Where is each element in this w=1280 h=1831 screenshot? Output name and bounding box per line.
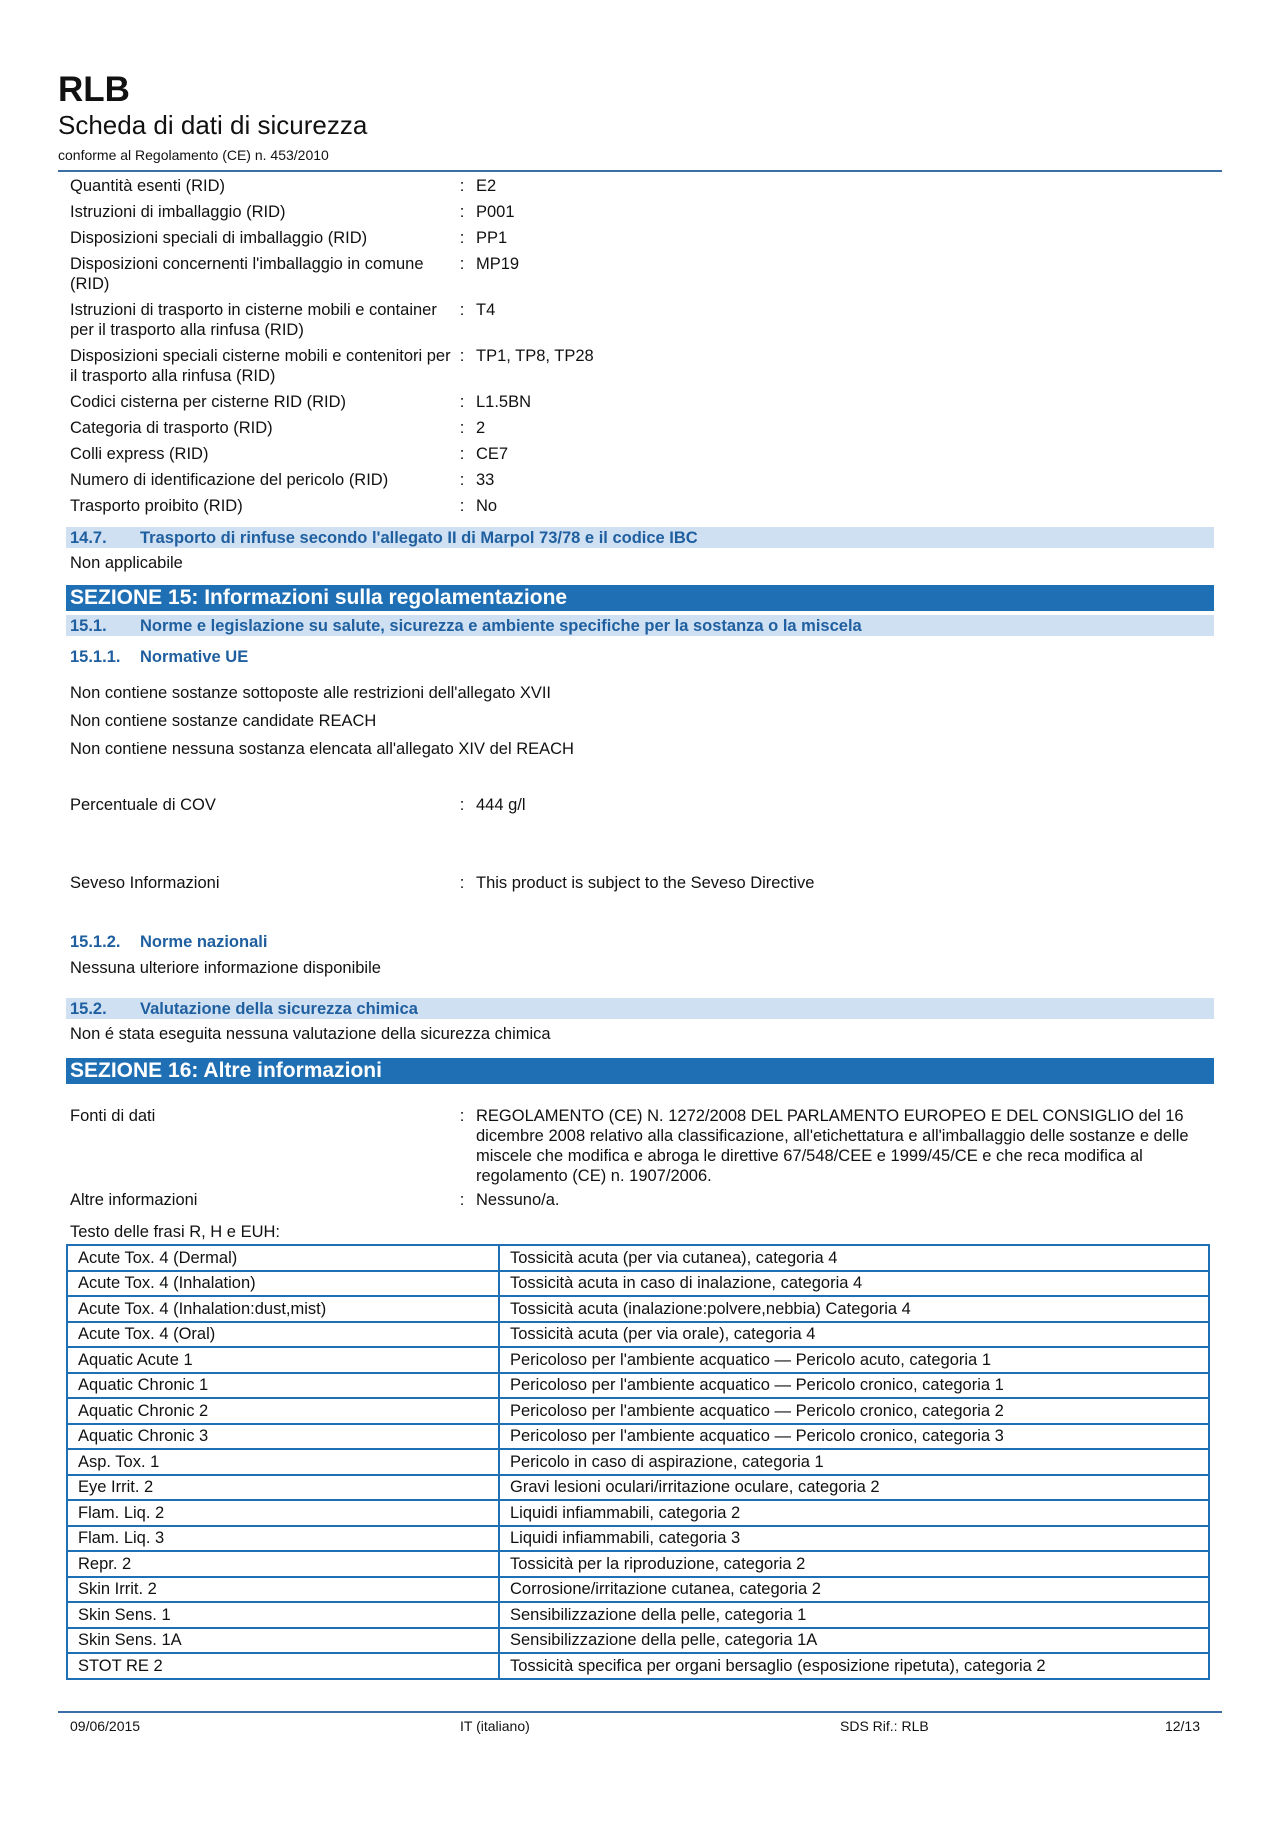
phrases-label: Testo delle frasi R, H e EUH: (70, 1223, 280, 1241)
phrase-text: Pericoloso per l'ambiente acquatico — Pericolo cronico, categoria 1 (499, 1373, 1209, 1399)
phrase-text: Corrosione/irritazione cutanea, categoria 2 (499, 1577, 1209, 1603)
kv-value: This product is subject to the Seveso Directive (476, 874, 815, 892)
regulation-line: Non contiene sostanze sottoposte alle restrizioni dell'allegato XVII (70, 684, 552, 702)
phrase-code: Aquatic Chronic 2 (67, 1398, 499, 1424)
phrase-text: Tossicità per la riproduzione, categoria 2 (499, 1551, 1209, 1577)
subsection-15-1-2-heading (66, 932, 1214, 952)
header-divider (58, 170, 1222, 172)
section-16-heading: SEZIONE 16: Altre informazioni (66, 1058, 1214, 1084)
subsection-15-1-heading (66, 615, 1214, 636)
kv-row (66, 346, 1214, 386)
kv-colon: : (459, 229, 465, 247)
document-body (66, 174, 1214, 1680)
table-row (67, 1373, 1209, 1399)
table-row (67, 1322, 1209, 1348)
kv-key: Seveso Informazioni (70, 874, 220, 892)
kv-row-altre (66, 1190, 1214, 1210)
subsection-title: Norme nazionali (140, 933, 268, 951)
kv-value: L1.5BN (476, 393, 532, 411)
subsection-14-7-heading (66, 527, 1214, 548)
phrase-code: Repr. 2 (67, 1551, 499, 1577)
kv-row-fonti (66, 1106, 1214, 1186)
rid-list (66, 176, 1214, 516)
kv-value: E2 (476, 177, 497, 195)
kv-colon: : (459, 874, 465, 892)
regulation-line: Non contiene sostanze candidate REACH (70, 712, 377, 730)
kv-colon: : (459, 796, 465, 814)
phrase-code: Aquatic Acute 1 (67, 1347, 499, 1373)
kv-value: 2 (476, 419, 486, 437)
table-row (67, 1449, 1209, 1475)
table-row (67, 1475, 1209, 1501)
kv-row (66, 300, 1214, 340)
subsection-title: Valutazione della sicurezza chimica (140, 999, 418, 1018)
kv-colon: : (459, 177, 465, 195)
subsection-15-1-1-heading (66, 647, 1214, 667)
kv-row-seveso (66, 873, 1214, 893)
document-subtitle: Scheda di dati di sicurezza (58, 110, 368, 140)
kv-row-cov (66, 795, 1214, 815)
phrase-code: STOT RE 2 (67, 1653, 499, 1679)
phrase-code: Skin Irrit. 2 (67, 1577, 499, 1603)
kv-colon: : (459, 1107, 465, 1125)
phrase-text: Tossicità acuta in caso di inalazione, categoria 4 (499, 1271, 1209, 1297)
subsection-title: Normative UE (140, 648, 249, 666)
table-row (67, 1653, 1209, 1679)
page-header (58, 70, 1222, 164)
kv-colon: : (459, 497, 465, 515)
kv-colon: : (459, 419, 465, 437)
kv-row (66, 470, 1214, 490)
phrase-code: Acute Tox. 4 (Inhalation:dust,mist) (67, 1296, 499, 1322)
kv-value: PP1 (476, 229, 508, 247)
regulation-line: Non contiene nessuna sostanza elencata all'allegato XIV del REACH (70, 740, 574, 758)
kv-colon: : (459, 1191, 465, 1209)
phrase-text: Pericoloso per l'ambiente acquatico — Pericolo acuto, categoria 1 (499, 1347, 1209, 1373)
footer-divider (58, 1711, 1222, 1713)
phrase-code: Acute Tox. 4 (Inhalation) (67, 1271, 499, 1297)
kv-key: Altre informazioni (70, 1191, 198, 1209)
kv-value: P001 (476, 203, 515, 221)
table-row (67, 1500, 1209, 1526)
phrase-code: Aquatic Chronic 1 (67, 1373, 499, 1399)
kv-row (66, 254, 1214, 294)
kv-key: Disposizioni concernenti l'imballaggio in comune (RID) (70, 255, 424, 293)
subsection-number: 15.1. (70, 616, 107, 635)
subsection-number: 15.2. (70, 999, 107, 1018)
phrase-code: Asp. Tox. 1 (67, 1449, 499, 1475)
phrase-text: Liquidi infiammabili, categoria 2 (499, 1500, 1209, 1526)
footer-page-number: 12/13 (1164, 1718, 1200, 1734)
kv-colon: : (459, 347, 465, 365)
kv-key: Quantità esenti (RID) (70, 177, 225, 195)
kv-value: REGOLAMENTO (CE) N. 1272/2008 DEL PARLAMENTO EUROPEO E DEL CONSIGLIO del 16 dicembre 2008 relativo alla classificazione, all'etichettatura e all'imballaggio delle sostanze e delle miscele che modifica e abroga le direttive 67/548/CEE e 1999/45/CE e che reca modifica al regolamento (CE) n. 1907/2006. (476, 1107, 1189, 1185)
kv-row (66, 418, 1214, 438)
subsection-15-1-2-text: Nessuna ulteriore informazione disponibile (70, 959, 381, 977)
table-row (67, 1424, 1209, 1450)
phrase-text: Sensibilizzazione della pelle, categoria 1 (499, 1602, 1209, 1628)
kv-value: No (476, 497, 498, 515)
table-row (67, 1577, 1209, 1603)
kv-colon: : (459, 301, 465, 319)
kv-colon: : (459, 445, 465, 463)
phrase-text: Liquidi infiammabili, categoria 3 (499, 1526, 1209, 1552)
kv-key: Trasporto proibito (RID) (70, 497, 243, 515)
phrases-table (66, 1244, 1210, 1680)
kv-key: Categoria di trasporto (RID) (70, 419, 273, 437)
phrase-text: Tossicità specifica per organi bersaglio (esposizione ripetuta), categoria 2 (499, 1653, 1209, 1679)
subsection-15-2-heading (66, 998, 1214, 1019)
kv-key: Istruzioni di imballaggio (RID) (70, 203, 286, 221)
phrase-text: Gravi lesioni oculari/irritazione oculare, categoria 2 (499, 1475, 1209, 1501)
phrase-text: Pericoloso per l'ambiente acquatico — Pericolo cronico, categoria 2 (499, 1398, 1209, 1424)
table-row (67, 1551, 1209, 1577)
table-row (67, 1602, 1209, 1628)
phrase-text: Pericolo in caso di aspirazione, categoria 1 (499, 1449, 1209, 1475)
kv-value: MP19 (476, 255, 520, 273)
phrase-code: Flam. Liq. 2 (67, 1500, 499, 1526)
subsection-14-7-text: Non applicabile (70, 554, 183, 572)
footer-date: 09/06/2015 (70, 1718, 141, 1734)
kv-colon: : (459, 393, 465, 411)
subsection-15-2-text: Non é stata eseguita nessuna valutazione della sicurezza chimica (70, 1025, 551, 1043)
kv-key: Disposizioni speciali di imballaggio (RID) (70, 229, 368, 247)
kv-key: Colli express (RID) (70, 445, 209, 463)
table-row (67, 1271, 1209, 1297)
phrase-text: Tossicità acuta (per via cutanea), categoria 4 (499, 1245, 1209, 1271)
section-15-heading: SEZIONE 15: Informazioni sulla regolamentazione (66, 585, 1214, 611)
kv-row (66, 496, 1214, 516)
regulation-note: conforme al Regolamento (CE) n. 453/2010 (58, 147, 329, 163)
footer-language: IT (italiano) (460, 1718, 530, 1734)
kv-key: Numero di identificazione del pericolo (RID) (70, 471, 389, 489)
kv-row (66, 202, 1214, 222)
kv-key: Istruzioni di trasporto in cisterne mobili e container per il trasporto alla rinfusa (RID) (70, 301, 437, 339)
subsection-title: Norme e legislazione su salute, sicurezza e ambiente specifiche per la sostanza o la miscela (140, 616, 862, 635)
kv-key: Percentuale di COV (70, 796, 216, 814)
phrase-code: Eye Irrit. 2 (67, 1475, 499, 1501)
phrase-text: Tossicità acuta (inalazione:polvere,nebbia) Categoria 4 (499, 1296, 1209, 1322)
page-footer (70, 1718, 1200, 1738)
kv-key: Fonti di dati (70, 1107, 156, 1125)
table-row (67, 1347, 1209, 1373)
kv-row (66, 392, 1214, 412)
kv-colon: : (459, 203, 465, 221)
kv-value: CE7 (476, 445, 509, 463)
phrase-code: Skin Sens. 1 (67, 1602, 499, 1628)
kv-value: TP1, TP8, TP28 (476, 347, 594, 365)
kv-key: Codici cisterna per cisterne RID (RID) (70, 393, 346, 411)
phrase-code: Acute Tox. 4 (Oral) (67, 1322, 499, 1348)
subsection-title: Trasporto di rinfuse secondo l'allegato II di Marpol 73/78 e il codice IBC (140, 528, 698, 547)
kv-value: 444 g/l (476, 796, 526, 814)
table-row (67, 1398, 1209, 1424)
subsection-number: 15.1.2. (70, 933, 121, 951)
table-row (67, 1526, 1209, 1552)
kv-colon: : (459, 255, 465, 273)
phrase-code: Skin Sens. 1A (67, 1628, 499, 1654)
table-row (67, 1296, 1209, 1322)
kv-row (66, 176, 1214, 196)
document-title: RLB (58, 70, 130, 109)
kv-value: Nessuno/a. (476, 1191, 560, 1209)
subsection-number: 15.1.1. (70, 648, 121, 666)
table-row (67, 1628, 1209, 1654)
phrase-code: Aquatic Chronic 3 (67, 1424, 499, 1450)
kv-row (66, 444, 1214, 464)
phrase-text: Pericoloso per l'ambiente acquatico — Pericolo cronico, categoria 3 (499, 1424, 1209, 1450)
phrase-code: Flam. Liq. 3 (67, 1526, 499, 1552)
table-row (67, 1245, 1209, 1271)
phrase-text: Tossicità acuta (per via orale), categoria 4 (499, 1322, 1209, 1348)
phrase-text: Sensibilizzazione della pelle, categoria 1A (499, 1628, 1209, 1654)
subsection-number: 14.7. (70, 528, 107, 547)
kv-value: 33 (476, 471, 495, 489)
kv-colon: : (459, 471, 465, 489)
kv-row (66, 228, 1214, 248)
kv-key: Disposizioni speciali cisterne mobili e contenitori per il trasporto alla rinfusa (RID) (70, 347, 451, 385)
kv-value: T4 (476, 301, 496, 319)
phrase-code: Acute Tox. 4 (Dermal) (67, 1245, 499, 1271)
footer-sds-ref: SDS Rif.: RLB (840, 1718, 929, 1734)
